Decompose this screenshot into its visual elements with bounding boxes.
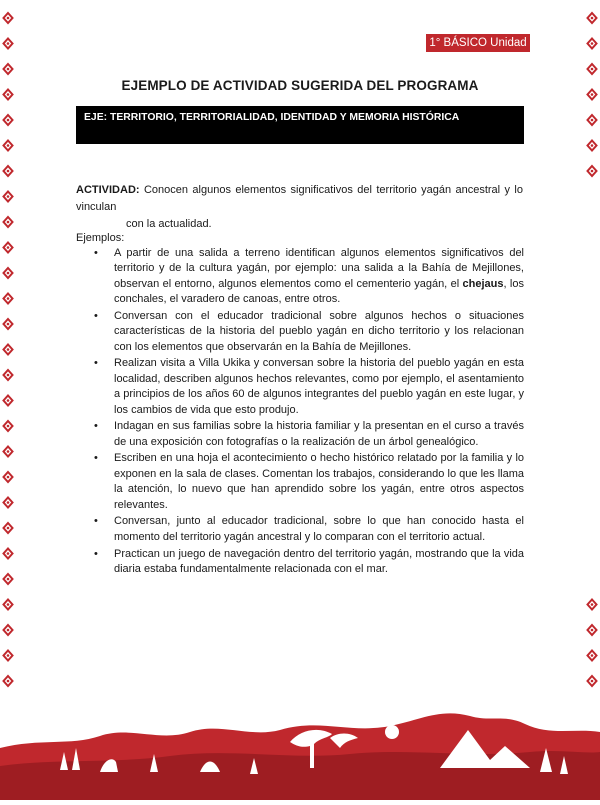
ornament-dot bbox=[7, 272, 10, 275]
eje-text: EJE: TERRITORIO, TERRITORIALIDAD, IDENTIDAD Y MEMORIA HISTÓRICA bbox=[84, 112, 460, 123]
ornament-border-icon bbox=[0, 0, 16, 800]
list-item: • Indagan en sus familias sobre la historia familiar y la presentan en el curso a través de una exposición con fotografías o la realización de un árbol genealógico. bbox=[94, 419, 524, 450]
list-item: • Conversan con el educador tradicional sobre algunos hechos o situaciones características de la historia del pueblo yagán en dicho territorio y los relacionan con los elementos que observarán en la Bahía de Mejillones. bbox=[94, 309, 524, 355]
ornament-dot bbox=[7, 348, 10, 351]
ornament-dot bbox=[591, 68, 594, 71]
left-ornament-border bbox=[0, 0, 16, 800]
ornament-dot bbox=[7, 17, 10, 20]
ornament-dot bbox=[7, 221, 10, 224]
ornament-dot bbox=[591, 93, 594, 96]
actividad-line-1 bbox=[76, 182, 523, 216]
list-item-text: A partir de una salida a terreno identifican algunos elementos significativos del territorio y de la cultura yagán, por ejemplo: una salida a la Bahía de Mejillones, observan el entorno, algunos elementos como el cementerio yagán, el bbox=[114, 247, 524, 290]
ornament-dot bbox=[591, 170, 594, 173]
ornament-dot bbox=[7, 119, 10, 122]
ornament-dot bbox=[7, 629, 10, 632]
landscape-silhouette-icon bbox=[0, 708, 600, 800]
ornament-dot bbox=[7, 425, 10, 428]
ornament-dot bbox=[7, 654, 10, 657]
ornament-dot bbox=[7, 680, 10, 683]
ornament-dot bbox=[7, 93, 10, 96]
actividad-text: Conocen algunos elementos significativos del territorio yagán ancestral y lo vinculan bbox=[76, 184, 523, 213]
ornament-dot bbox=[7, 603, 10, 606]
unit-badge: 1° BÁSICO Unidad 2 bbox=[426, 34, 530, 52]
ornament-dot bbox=[591, 680, 594, 683]
right-ornament-border bbox=[584, 0, 600, 800]
ornament-dot bbox=[7, 42, 10, 45]
ejemplos-label: Ejemplos: bbox=[76, 232, 125, 244]
ornament-dot bbox=[7, 501, 10, 504]
ornament-dot bbox=[591, 144, 594, 147]
ornament-dot bbox=[7, 399, 10, 402]
list-item bbox=[94, 246, 524, 308]
eje-banner bbox=[76, 106, 524, 144]
ornament-dot bbox=[591, 654, 594, 657]
ornament-border-icon bbox=[584, 0, 600, 800]
ornament-dot bbox=[7, 297, 10, 300]
ornament-dot bbox=[7, 323, 10, 326]
ornament-dot bbox=[591, 603, 594, 606]
ornament-dot bbox=[7, 144, 10, 147]
actividad-paragraph bbox=[76, 182, 523, 233]
chejaus-term: chejaus bbox=[462, 277, 504, 290]
ornament-dot bbox=[591, 119, 594, 122]
bottom-landscape-band bbox=[0, 708, 600, 800]
ornament-dot bbox=[7, 374, 10, 377]
actividad-label: ACTIVIDAD: bbox=[76, 184, 140, 196]
page-title: EJEMPLO DE ACTIVIDAD SUGERIDA DEL PROGRAMA bbox=[121, 78, 479, 93]
list-item-text: , los conchales, el varadero de canoas, entre otros. bbox=[114, 277, 524, 306]
ornament-dot bbox=[591, 17, 594, 20]
actividad-line-2: con la actualidad. bbox=[126, 218, 212, 230]
examples-list bbox=[94, 246, 524, 579]
ornament-dot bbox=[7, 578, 10, 581]
list-item: • Conversan, junto al educador tradicional, sobre lo que han conocido hasta el momento del territorio yagán ancestral y lo comparan con el territorio actual. bbox=[94, 514, 524, 545]
ornament-dot bbox=[7, 170, 10, 173]
list-item: • Practican un juego de navegación dentro del territorio yagán, mostrando que la vida diaria estaba fundamentalmente relacionada con el mar. bbox=[94, 547, 524, 578]
ornament-dot bbox=[591, 42, 594, 45]
list-item: • Escriben en una hoja el acontecimiento o hecho histórico relatado por la familia y lo exponen en la sala de clases. Comentan los trabajos, considerando lo que les llama la atención, lo nuevo que han aprendido sobre los yagán, entre otros aspectos relevantes. bbox=[94, 451, 524, 513]
ornament-dot bbox=[7, 195, 10, 198]
ornament-dot bbox=[7, 552, 10, 555]
ornament-dot bbox=[7, 246, 10, 249]
ornament-dot bbox=[7, 476, 10, 479]
ornament-dot bbox=[7, 527, 10, 530]
ornament-dot bbox=[7, 450, 10, 453]
list-item: • Realizan visita a Villa Ukika y conversan sobre la historia del pueblo yagán en esta localidad, describen algunos hechos relevantes, como por ejemplo, el asentamiento a principios de los años 60 de algunos integrantes del pueblo yagán en este lugar, y los cambios de vida que esto produjo. bbox=[94, 356, 524, 418]
ornament-dot bbox=[591, 629, 594, 632]
ornament-dot bbox=[7, 68, 10, 71]
